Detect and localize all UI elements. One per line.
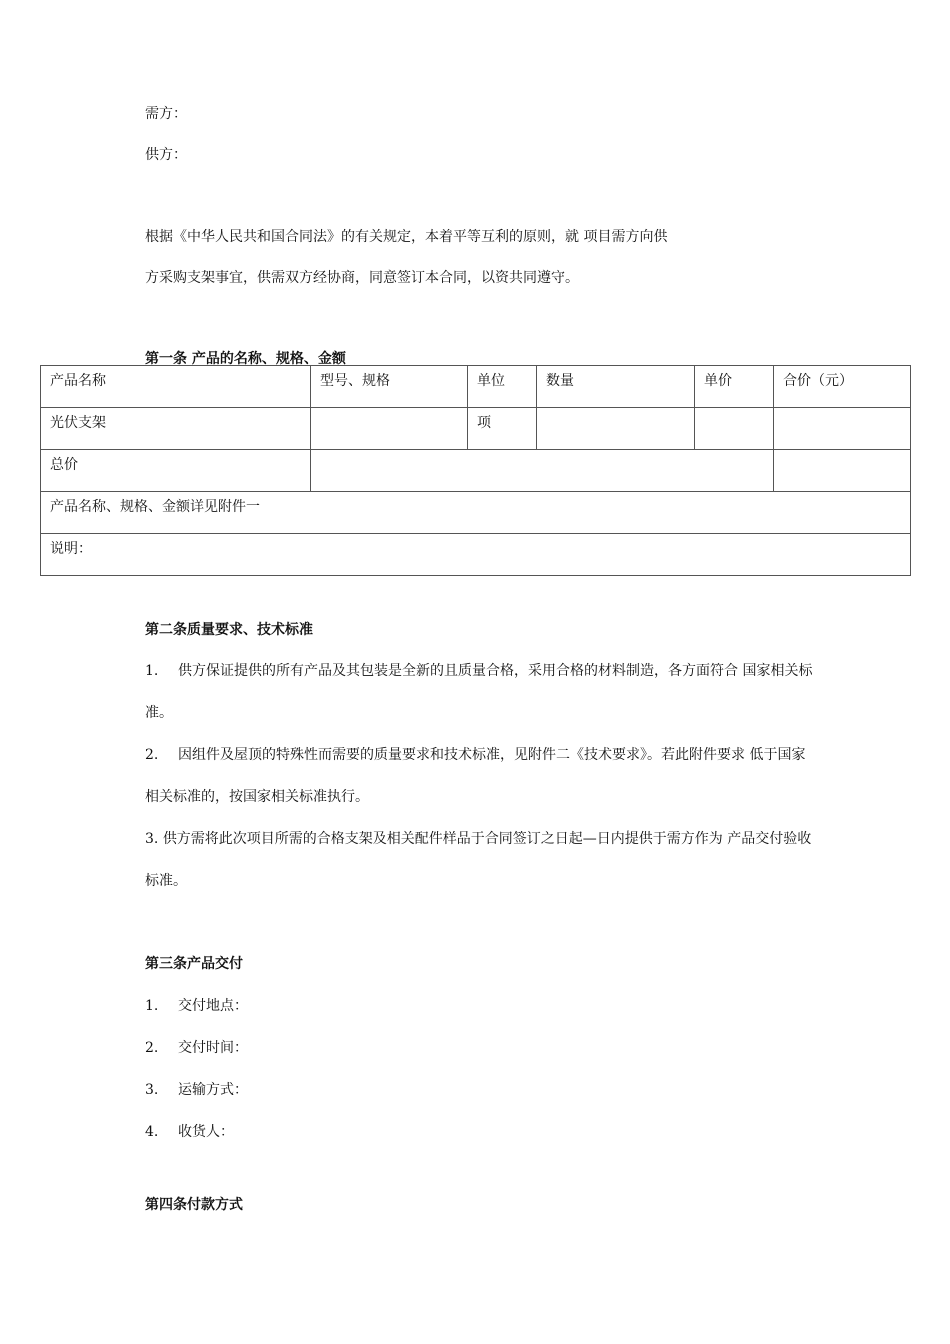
- delivery-item-1: [145, 995, 248, 1015]
- buyer-label: 需方：: [145, 106, 187, 122]
- item-text: 因组件及屋顶的特殊性而需要的质量要求和技术标准，见附件二《技术要求》。若此附件要求 低于国家: [178, 747, 806, 763]
- item-text: 交付地点：: [178, 998, 248, 1014]
- remark-cell: 说明：: [41, 534, 911, 576]
- product-spec-table: [40, 365, 911, 576]
- quality-item-1-cont: 准。: [145, 705, 173, 721]
- delivery-item-3: [145, 1079, 248, 1099]
- header-cell-quantity: 数量: [537, 366, 695, 408]
- item-number: 1.: [145, 998, 159, 1014]
- item-text: 运输方式：: [178, 1082, 248, 1098]
- header-cell-unit-price: 单价: [695, 366, 774, 408]
- header-cell-product-name: 产品名称: [41, 366, 311, 408]
- item-text: 供方保证提供的所有产品及其包装是全新的且质量合格，采用合格的材料制造，各方面符合 国家相关标: [178, 663, 813, 679]
- table-total-row: [41, 450, 911, 492]
- cell-quantity: [537, 408, 695, 450]
- article-3-title: 第三条产品交付: [145, 956, 243, 972]
- total-amount-cell: [774, 450, 911, 492]
- quality-item-3-cont: 标准。: [145, 873, 187, 889]
- item-number: 2.: [145, 1040, 159, 1056]
- total-label-cell: 总价: [41, 450, 311, 492]
- header-cell-model: 型号、规格: [311, 366, 468, 408]
- intro-line-1: 根据《中华人民共和国合同法》的有关规定，本着平等互利的原则，就 项目需方向供: [145, 229, 668, 245]
- quality-item-1: [145, 660, 812, 680]
- table-detail-row: [41, 492, 911, 534]
- cell-model: [311, 408, 468, 450]
- item-text: 收货人：: [178, 1124, 234, 1140]
- detail-note-cell: 产品名称、规格、金额详见附件一: [41, 492, 911, 534]
- article-2-title: 第二条质量要求、技术标准: [145, 622, 313, 638]
- cell-unit-price: [695, 408, 774, 450]
- header-cell-unit: 单位: [468, 366, 537, 408]
- quality-item-2: [145, 744, 805, 764]
- cell-unit: 项: [468, 408, 537, 450]
- total-blank-cell: [311, 450, 774, 492]
- intro-line-2: 方采购支架事宜，供需双方经协商，同意签订本合同，以资共同遵守。: [145, 270, 579, 286]
- quality-item-3: [145, 828, 811, 848]
- table-remark-row: [41, 534, 911, 576]
- item-number: 1.: [145, 663, 159, 679]
- table-row: [41, 408, 911, 450]
- delivery-item-2: [145, 1037, 248, 1057]
- quality-item-2-cont: 相关标准的，按国家相关标准执行。: [145, 789, 369, 805]
- delivery-item-4: [145, 1121, 234, 1141]
- cell-amount: [774, 408, 911, 450]
- item-number: 2.: [145, 747, 159, 763]
- item-number: 3.: [145, 1082, 159, 1098]
- item-number: 4.: [145, 1124, 159, 1140]
- supplier-label: 供方：: [145, 147, 187, 163]
- item-number: 3.: [145, 831, 159, 847]
- header-cell-amount: 合价（元）: [774, 366, 911, 408]
- item-text: 供方需将此次项目所需的合格支架及相关配件样品于合同签订之日起—日内提供于需方作为 产品交付验收: [162, 831, 812, 847]
- article-4-title: 第四条付款方式: [145, 1197, 243, 1213]
- item-text: 交付时间：: [178, 1040, 248, 1056]
- table-header-row: [41, 366, 911, 408]
- cell-product-name: 光伏支架: [41, 408, 311, 450]
- article-1-title: 第一条 产品的名称、规格、金额: [145, 351, 346, 367]
